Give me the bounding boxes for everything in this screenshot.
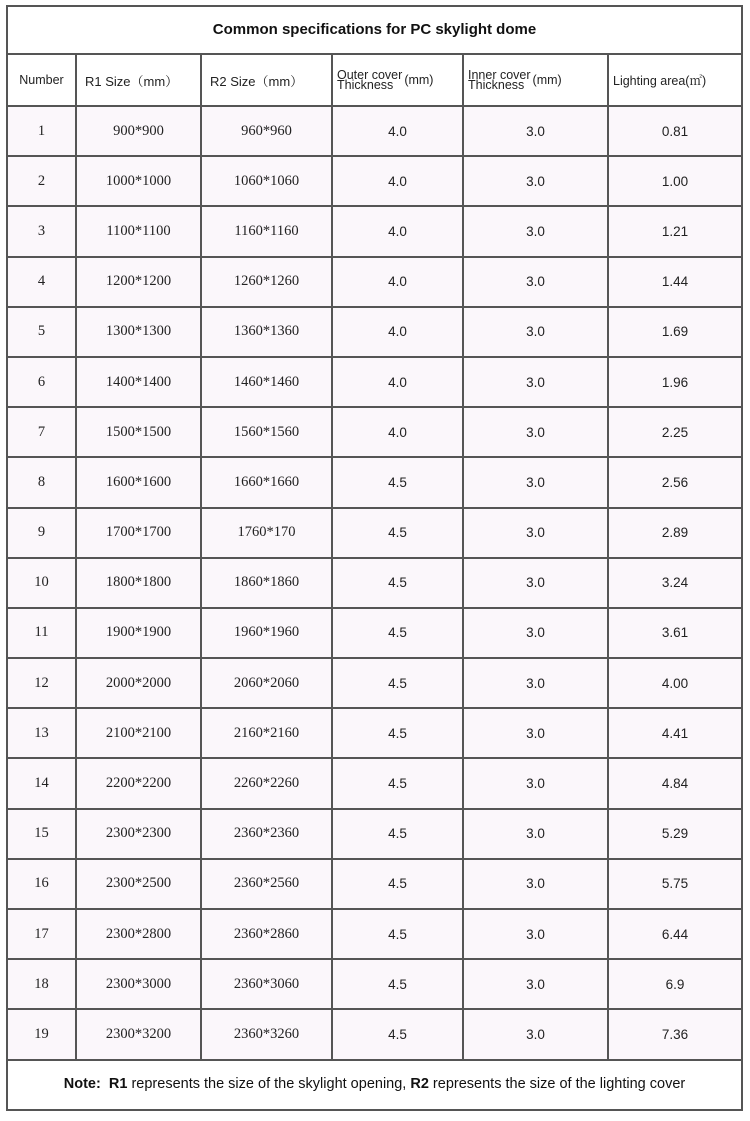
cell-outer-thickness: 4.5 xyxy=(333,559,464,609)
cell-outer-thickness: 4.5 xyxy=(333,810,464,860)
cell-lighting-area: 4.00 xyxy=(609,659,741,709)
cell-inner-thickness: 3.0 xyxy=(464,207,609,257)
cell-number: 5 xyxy=(8,308,77,358)
cell-number: 15 xyxy=(8,810,77,860)
cell-r1-size: 2000*2000 xyxy=(77,659,202,709)
header-inner-unit: (mm) xyxy=(532,73,562,87)
cell-lighting-area: 5.29 xyxy=(609,810,741,860)
cell-number: 9 xyxy=(8,509,77,559)
cell-r2-size: 2360*2360 xyxy=(202,810,333,860)
cell-number: 1 xyxy=(8,107,77,157)
table-row xyxy=(8,408,741,458)
table-row xyxy=(8,860,741,910)
header-inner-thickness xyxy=(464,55,609,107)
cell-r2-size: 2360*2860 xyxy=(202,910,333,960)
cell-lighting-area: 2.25 xyxy=(609,408,741,458)
cell-r1-size: 1400*1400 xyxy=(77,358,202,408)
cell-inner-thickness: 3.0 xyxy=(464,759,609,809)
note-r2-label: R2 xyxy=(410,1075,429,1092)
cell-r1-size: 2300*2800 xyxy=(77,910,202,960)
cell-number: 8 xyxy=(8,458,77,508)
header-inner-line2: Thickness xyxy=(468,78,525,92)
cell-number: 16 xyxy=(8,860,77,910)
table-title: Common specifications for PC skylight dome xyxy=(8,7,741,55)
table-row xyxy=(8,509,741,559)
cell-inner-thickness: 3.0 xyxy=(464,910,609,960)
cell-r2-size: 1860*1860 xyxy=(202,559,333,609)
cell-inner-thickness: 3.0 xyxy=(464,709,609,759)
table-row xyxy=(8,810,741,860)
cell-r2-size: 1760*170 xyxy=(202,509,333,559)
cell-lighting-area: 3.24 xyxy=(609,559,741,609)
cell-inner-thickness: 3.0 xyxy=(464,358,609,408)
header-outer-line2: Thickness xyxy=(337,78,394,92)
cell-lighting-area: 1.00 xyxy=(609,157,741,207)
cell-number: 7 xyxy=(8,408,77,458)
header-number: Number xyxy=(8,55,77,107)
cell-r1-size: 1200*1200 xyxy=(77,258,202,308)
cell-outer-thickness: 4.5 xyxy=(333,860,464,910)
cell-r1-size: 1500*1500 xyxy=(77,408,202,458)
cell-number: 17 xyxy=(8,910,77,960)
spec-table xyxy=(8,55,741,1061)
cell-r2-size: 2360*3260 xyxy=(202,1010,333,1060)
header-lighting-area: Lighting area(㎡) xyxy=(609,55,741,107)
cell-r1-size: 900*900 xyxy=(77,107,202,157)
cell-lighting-area: 4.84 xyxy=(609,759,741,809)
cell-inner-thickness: 3.0 xyxy=(464,860,609,910)
table-row xyxy=(8,910,741,960)
cell-number: 2 xyxy=(8,157,77,207)
cell-lighting-area: 1.69 xyxy=(609,308,741,358)
cell-r1-size: 1100*1100 xyxy=(77,207,202,257)
cell-outer-thickness: 4.5 xyxy=(333,709,464,759)
header-r1-size: R1 Size（mm） xyxy=(77,55,202,107)
table-row xyxy=(8,559,741,609)
cell-outer-thickness: 4.5 xyxy=(333,759,464,809)
table-row xyxy=(8,1010,741,1060)
cell-r1-size: 2200*2200 xyxy=(77,759,202,809)
cell-inner-thickness: 3.0 xyxy=(464,609,609,659)
cell-inner-thickness: 3.0 xyxy=(464,458,609,508)
cell-outer-thickness: 4.0 xyxy=(333,258,464,308)
cell-inner-thickness: 3.0 xyxy=(464,509,609,559)
cell-r1-size: 1600*1600 xyxy=(77,458,202,508)
table-row xyxy=(8,157,741,207)
note-r2-text: represents the size of the lighting cover xyxy=(428,1075,686,1092)
cell-number: 11 xyxy=(8,609,77,659)
cell-r1-size: 1000*1000 xyxy=(77,157,202,207)
cell-lighting-area: 1.21 xyxy=(609,207,741,257)
cell-number: 18 xyxy=(8,960,77,1010)
cell-inner-thickness: 3.0 xyxy=(464,1010,609,1060)
note-r1-text: represents the size of the skylight opening, xyxy=(127,1075,411,1092)
cell-outer-thickness: 4.0 xyxy=(333,358,464,408)
cell-lighting-area: 4.41 xyxy=(609,709,741,759)
table-row xyxy=(8,308,741,358)
cell-lighting-area: 5.75 xyxy=(609,860,741,910)
cell-r1-size: 1800*1800 xyxy=(77,559,202,609)
cell-lighting-area: 6.44 xyxy=(609,910,741,960)
cell-outer-thickness: 4.0 xyxy=(333,308,464,358)
cell-r1-size: 1900*1900 xyxy=(77,609,202,659)
cell-r1-size: 2300*3000 xyxy=(77,960,202,1010)
cell-r1-size: 2300*2300 xyxy=(77,810,202,860)
cell-inner-thickness: 3.0 xyxy=(464,258,609,308)
cell-inner-thickness: 3.0 xyxy=(464,408,609,458)
cell-inner-thickness: 3.0 xyxy=(464,960,609,1010)
cell-number: 6 xyxy=(8,358,77,408)
cell-r2-size: 1660*1660 xyxy=(202,458,333,508)
cell-r2-size: 1960*1960 xyxy=(202,609,333,659)
cell-number: 14 xyxy=(8,759,77,809)
cell-inner-thickness: 3.0 xyxy=(464,810,609,860)
cell-outer-thickness: 4.5 xyxy=(333,1010,464,1060)
cell-number: 12 xyxy=(8,659,77,709)
cell-outer-thickness: 4.5 xyxy=(333,910,464,960)
cell-r2-size: 1160*1160 xyxy=(202,207,333,257)
cell-lighting-area: 2.89 xyxy=(609,509,741,559)
cell-r2-size: 2360*2560 xyxy=(202,860,333,910)
header-outer-unit: (mm) xyxy=(404,73,434,87)
table-row xyxy=(8,609,741,659)
cell-outer-thickness: 4.5 xyxy=(333,659,464,709)
header-inner-line1: Inner cover xyxy=(468,68,531,82)
table-row xyxy=(8,960,741,1010)
table-row xyxy=(8,358,741,408)
cell-r2-size: 2260*2260 xyxy=(202,759,333,809)
cell-lighting-area: 0.81 xyxy=(609,107,741,157)
table-row xyxy=(8,207,741,257)
cell-number: 10 xyxy=(8,559,77,609)
cell-r2-size: 2160*2160 xyxy=(202,709,333,759)
cell-inner-thickness: 3.0 xyxy=(464,559,609,609)
cell-number: 3 xyxy=(8,207,77,257)
table-row xyxy=(8,709,741,759)
cell-number: 4 xyxy=(8,258,77,308)
cell-lighting-area: 2.56 xyxy=(609,458,741,508)
note-r1-label: R1 xyxy=(108,1075,128,1092)
cell-r1-size: 2100*2100 xyxy=(77,709,202,759)
cell-outer-thickness: 4.0 xyxy=(333,107,464,157)
cell-r2-size: 1060*1060 xyxy=(202,157,333,207)
cell-outer-thickness: 4.5 xyxy=(333,509,464,559)
table-row xyxy=(8,258,741,308)
cell-r2-size: 1360*1360 xyxy=(202,308,333,358)
cell-r2-size: 2060*2060 xyxy=(202,659,333,709)
cell-r2-size: 1560*1560 xyxy=(202,408,333,458)
cell-outer-thickness: 4.0 xyxy=(333,207,464,257)
cell-lighting-area: 1.44 xyxy=(609,258,741,308)
cell-r2-size: 1460*1460 xyxy=(202,358,333,408)
cell-outer-thickness: 4.5 xyxy=(333,458,464,508)
header-r2-size: R2 Size（mm） xyxy=(202,55,333,107)
table-row xyxy=(8,659,741,709)
cell-lighting-area: 3.61 xyxy=(609,609,741,659)
cell-r2-size: 2360*3060 xyxy=(202,960,333,1010)
cell-lighting-area: 1.96 xyxy=(609,358,741,408)
cell-r1-size: 2300*3200 xyxy=(77,1010,202,1060)
cell-inner-thickness: 3.0 xyxy=(464,308,609,358)
cell-inner-thickness: 3.0 xyxy=(464,659,609,709)
cell-lighting-area: 7.36 xyxy=(609,1010,741,1060)
cell-lighting-area: 6.9 xyxy=(609,960,741,1010)
header-outer-line1: Outer cover xyxy=(337,68,403,82)
table-row xyxy=(8,458,741,508)
table-row xyxy=(8,107,741,157)
cell-outer-thickness: 4.0 xyxy=(333,157,464,207)
header-outer-thickness xyxy=(333,55,464,107)
spec-sheet xyxy=(6,5,743,1111)
cell-r1-size: 1300*1300 xyxy=(77,308,202,358)
table-row xyxy=(8,759,741,809)
footnote xyxy=(8,1061,741,1107)
cell-r1-size: 1700*1700 xyxy=(77,509,202,559)
cell-outer-thickness: 4.5 xyxy=(333,609,464,659)
cell-number: 19 xyxy=(8,1010,77,1060)
cell-r1-size: 2300*2500 xyxy=(77,860,202,910)
cell-number: 13 xyxy=(8,709,77,759)
header-row xyxy=(8,55,741,107)
cell-outer-thickness: 4.0 xyxy=(333,408,464,458)
cell-r2-size: 1260*1260 xyxy=(202,258,333,308)
cell-outer-thickness: 4.5 xyxy=(333,960,464,1010)
cell-inner-thickness: 3.0 xyxy=(464,107,609,157)
cell-inner-thickness: 3.0 xyxy=(464,157,609,207)
table-body xyxy=(8,107,741,1061)
note-label: Note: xyxy=(63,1075,101,1092)
cell-r2-size: 960*960 xyxy=(202,107,333,157)
